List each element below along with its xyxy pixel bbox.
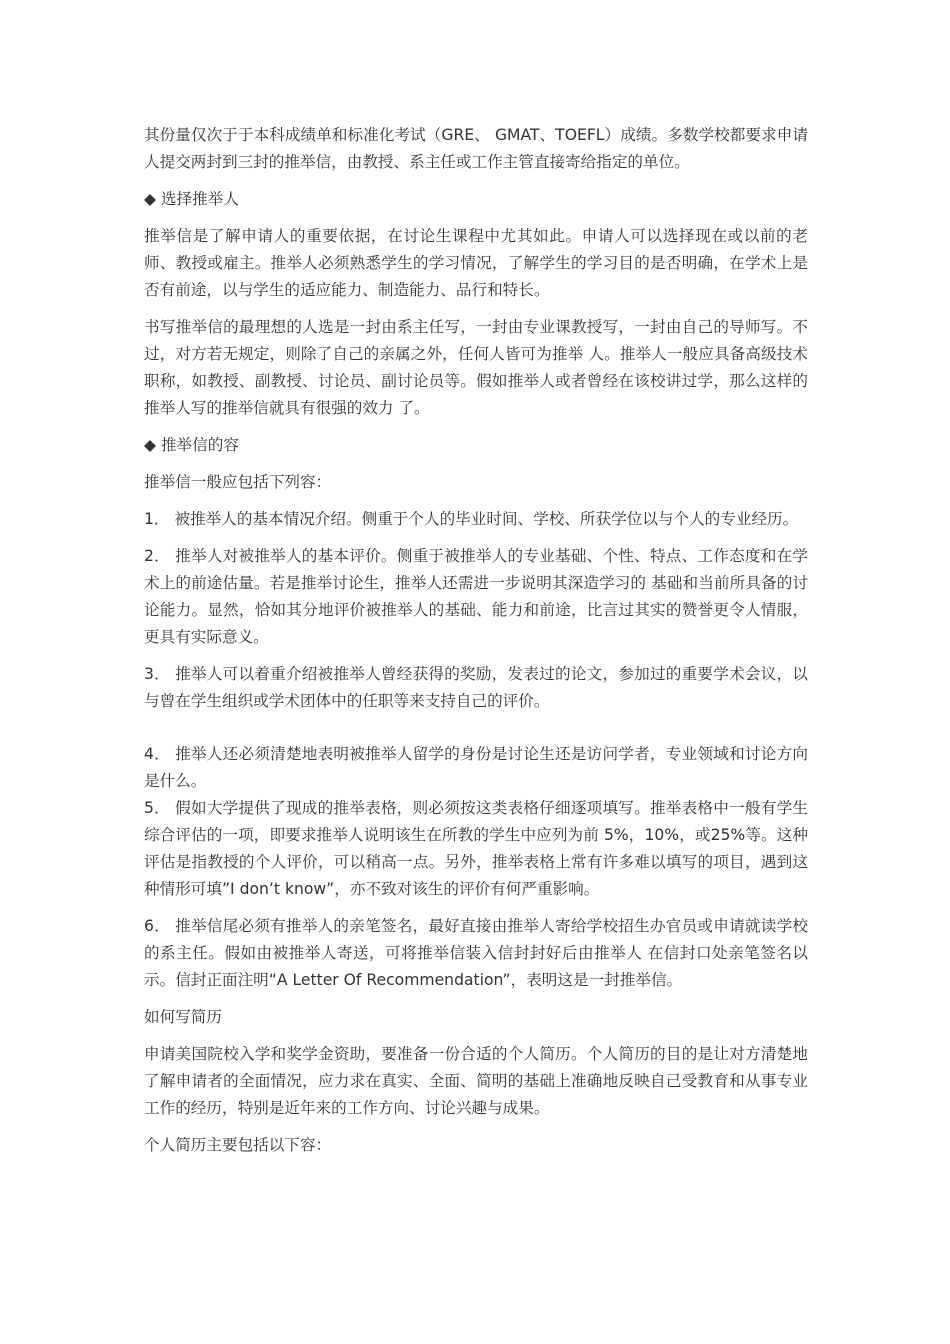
heading-choose-recommender: ◆ 选择推举人 <box>144 190 239 208</box>
list-item-4: 4． 推举人还必须清楚地表明被推举人留学的身份是讨论生还是访问学者，专业领域和讨论方向是什么。 <box>144 745 808 790</box>
list-item-5: 5． 假如大学提供了现成的推举表格，则必须按这类表格仔细逐项填写。推举表格中一般有学生综合评估的一项，即要求推举人说明该生在所教的学生中应列为前 5%，10%，或25%等。这种评估是指教授的个人评价，可以稍高一点。另外，推举表格上常有许多难以填写的项目，遇到这种情形可填”I don’t know”，亦不致对该生的评价有何严重影响。 <box>144 799 808 898</box>
document-page <box>144 122 808 1159</box>
paragraph-resume-purpose: 申请美国院校入学和奖学金资助，要准备一份合适的个人简历。个人简历的目的是让对方清楚地了解申请者的全面情况，应力求在真实、全面、简明的基础上准确地反映自己受教育和从事专业工作的经历，特别是近年来的工作方向、讨论兴趣与成果。 <box>144 1045 808 1117</box>
paragraph-content-intro: 推举信一般应包括下列容： <box>144 473 332 491</box>
list-item-2: 2． 推举人对被推举人的基本评价。侧重于被推举人的专业基础、个性、特点、工作态度和在学术上的前途估量。若是推举讨论生，推举人还需进一步说明其深造学习的 基础和当前所具备的讨论能力。显然，恰如其分地评价被推举人的基础、能力和前途，比言过其实的赞誉更令人情服，更具有实际意义。 <box>144 547 808 646</box>
paragraph-resume-contents: 个人简历主要包括以下容： <box>144 1136 332 1154</box>
paragraph-ideal-recommender: 书写推举信的最理想的人选是一封由系主任写，一封由专业课教授写，一封由自己的导师写。不过，对方若无规定，则除了自己的亲属之外，任何人皆可为推举 人。推举人一般应具备高级技术职称，如教授、副教授、讨论员、副讨论员等。假如推举人或者曾经在该校讲过学，那么这样的推举人写的推举信就具有很强的效力 了。 <box>144 318 808 417</box>
paragraph-recommender-importance: 推举信是了解申请人的重要依据，在讨论生课程中尤其如此。申请人可以选择现在或以前的老师、教授或雇主。推举人必须熟悉学生的学习情况，了解学生的学习目的是否明确，在学术上是否有前途，以与学生的适应能力、制造能力、品行和特长。 <box>144 227 808 299</box>
paragraph-intro: 其份量仅次于于本科成绩单和标准化考试（GRE、 GMAT、TOEFL）成绩。多数学校都要求申请人提交两封到三封的推举信，由教授、系主任或工作主管直接寄给指定的单位。 <box>144 126 808 171</box>
heading-how-to-write-resume: 如何写简历 <box>144 1008 222 1026</box>
list-item-6: 6． 推举信尾必须有推举人的亲笔签名，最好直接由推举人寄给学校招生办官员或申请就读学校的系主任。假如由被推举人寄送，可将推举信装入信封封好后由推举人 在信封口处亲笔签名以示。信封正面注明“A Letter Of Recommendation”，表明这是一封推举信。 <box>144 917 808 989</box>
list-item-3: 3． 推举人可以着重介绍被推举人曾经获得的奖励，发表过的论文，参加过的重要学术会议，以与曾在学生组织或学术团体中的任职等来支持自己的评价。 <box>144 665 808 710</box>
heading-letter-content: ◆ 推举信的容 <box>144 436 239 454</box>
list-item-1: 1． 被推举人的基本情况介绍。侧重于个人的毕业时间、学校、所获学位以与个人的专业经历。 <box>144 510 799 528</box>
